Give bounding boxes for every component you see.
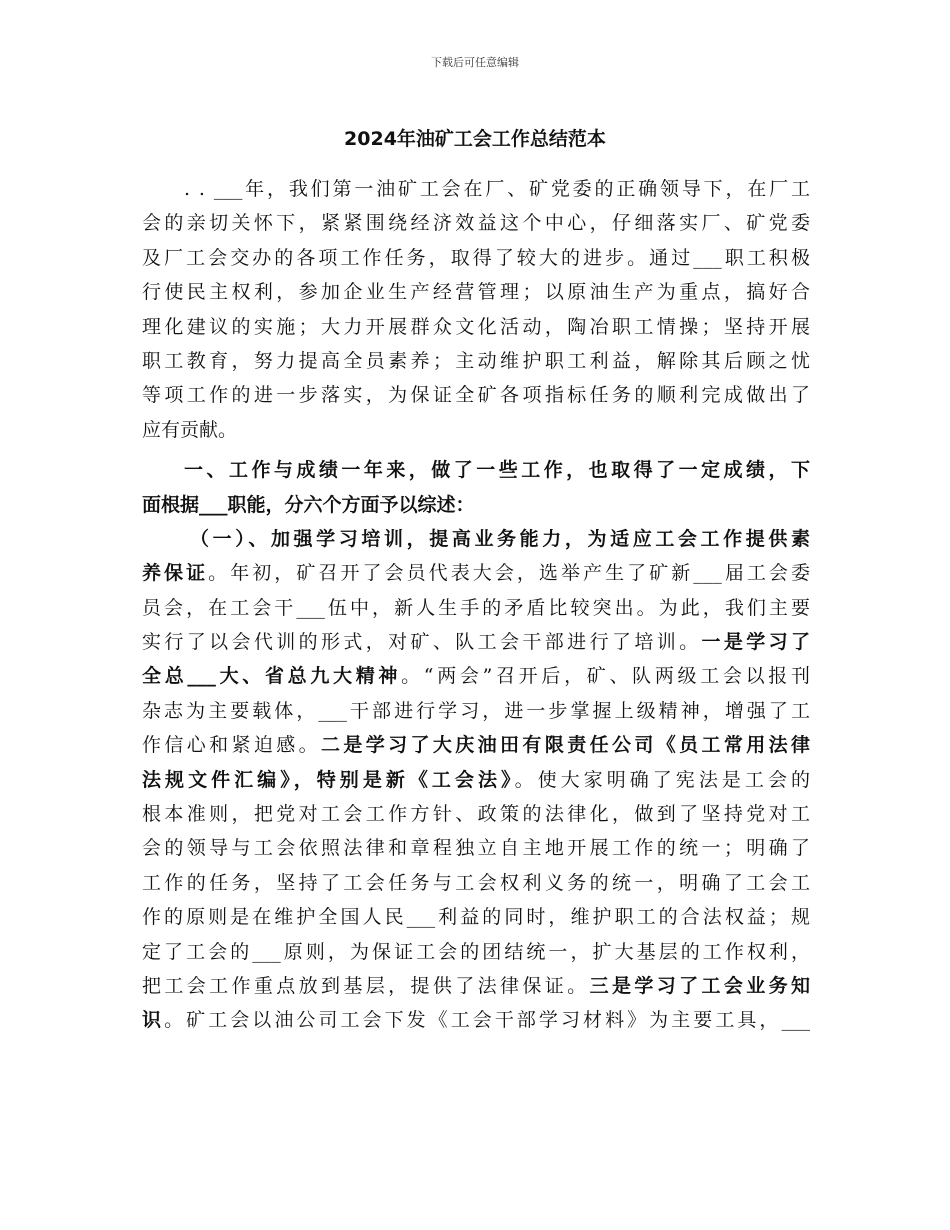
intro-line: 会的亲切关怀下，紧紧围绕经济效益这个中心，仔细落实厂、矿党委 <box>142 212 810 235</box>
intro-line: 职工教育，努力提高全员素养；主动维护职工利益，解除其后顾之忧 <box>142 349 810 372</box>
paragraph-text: 把工会工作重点放到基层，提供了法律保证。 <box>142 974 590 997</box>
emphasis-text: 识 <box>142 1009 165 1032</box>
paragraph-text: 。矿工会以油公司工会下发《工会干部学习材料》为主要工具，___ <box>164 1009 810 1032</box>
paragraph-line: 员会，在工会干___伍中，新人生手的矛盾比较突出。为此，我们主要 <box>142 596 810 619</box>
document-title: 2024年油矿工会工作总结范本 <box>344 128 606 150</box>
paragraph-text: 。年初，矿召开了会员代表大会，选举产生了矿新___届工会委 <box>208 562 810 585</box>
paragraph-line <box>142 728 810 762</box>
paragraph-line: 根本准则，把党对工会工作方针、政策的法律化，做到了坚持党对工 <box>142 803 810 826</box>
paragraph-line <box>142 625 810 659</box>
paragraph-line <box>142 556 810 590</box>
intro-line: 理化建议的实施；大力开展群众文化活动，陶冶职工情操；坚持开展 <box>142 315 810 338</box>
paragraph-line <box>142 659 810 693</box>
paragraph-line: 作的原则是在维护全国人民___利益的同时，维护职工的合法权益；规 <box>142 906 810 929</box>
subsection-heading-end: 养保证 <box>142 562 209 585</box>
document-body <box>142 172 810 1038</box>
section-heading: 面根据___职能，分六个方面予以综述： <box>142 493 475 516</box>
paragraph-text: 。使大家明确了宪法是工会的 <box>514 768 810 791</box>
paragraph-line: 杂志为主要载体，___干部进行学习，进一步掌握上级精神，增强了工 <box>142 699 810 722</box>
emphasis-text: 全总___大、省总九大精神 <box>142 665 402 688</box>
intro-line: 行使民主权利，参加企业生产经营管理；以原油生产为重点，搞好合 <box>142 281 810 304</box>
paragraph-line: 会的领导与工会依照法律和章程独立自主地开展工作的统一；明确了 <box>142 837 810 860</box>
page-header-note: 下载后可任意编辑 <box>431 56 519 69</box>
paragraph-line <box>142 969 810 1003</box>
paragraph-text: 实行了以会代训的形式，对矿、队工会干部进行了培训。 <box>142 631 702 654</box>
paragraph-line: 定了工会的___原则，为保证工会的团结统一，扩大基层的工作权利， <box>142 940 810 963</box>
paragraph-text: 。“两会”召开后，矿、队两级工会以报刊 <box>401 665 810 688</box>
intro-line: 及厂工会交办的各项工作任务，取得了较大的进步。通过___职工积极 <box>142 246 810 269</box>
section-heading: 一、工作与成绩一年来，做了一些工作，也取得了一定成绩，下 <box>184 459 810 482</box>
paragraph-line <box>142 1003 810 1037</box>
emphasis-text: 一是学习了 <box>701 631 810 654</box>
intro-line: . . ___年，我们第一油矿工会在厂、矿党委的正确领导下，在厂工 <box>184 178 810 200</box>
subsection-heading: （一）、加强学习培训，提高业务能力，为适应工会工作提供素 <box>190 527 810 550</box>
paragraph-text: 作信心和紧迫感。 <box>142 734 322 757</box>
paragraph-line <box>142 763 810 797</box>
intro-line: 等项工作的进一步落实，为保证全矿各项指标任务的顺利完成做出了 <box>142 384 810 407</box>
intro-line: 应有贡献。 <box>142 418 238 441</box>
emphasis-text: 二是学习了大庆油田有限责任公司《员工常用法律 <box>321 734 810 757</box>
emphasis-text: 法规文件汇编》，特别是新《工会法》 <box>142 768 515 791</box>
paragraph-line: 工作的任务，坚持了工会任务与工会权利义务的统一，明确了工会工 <box>142 871 810 894</box>
emphasis-text: 三是学习了工会业务知 <box>589 974 810 997</box>
